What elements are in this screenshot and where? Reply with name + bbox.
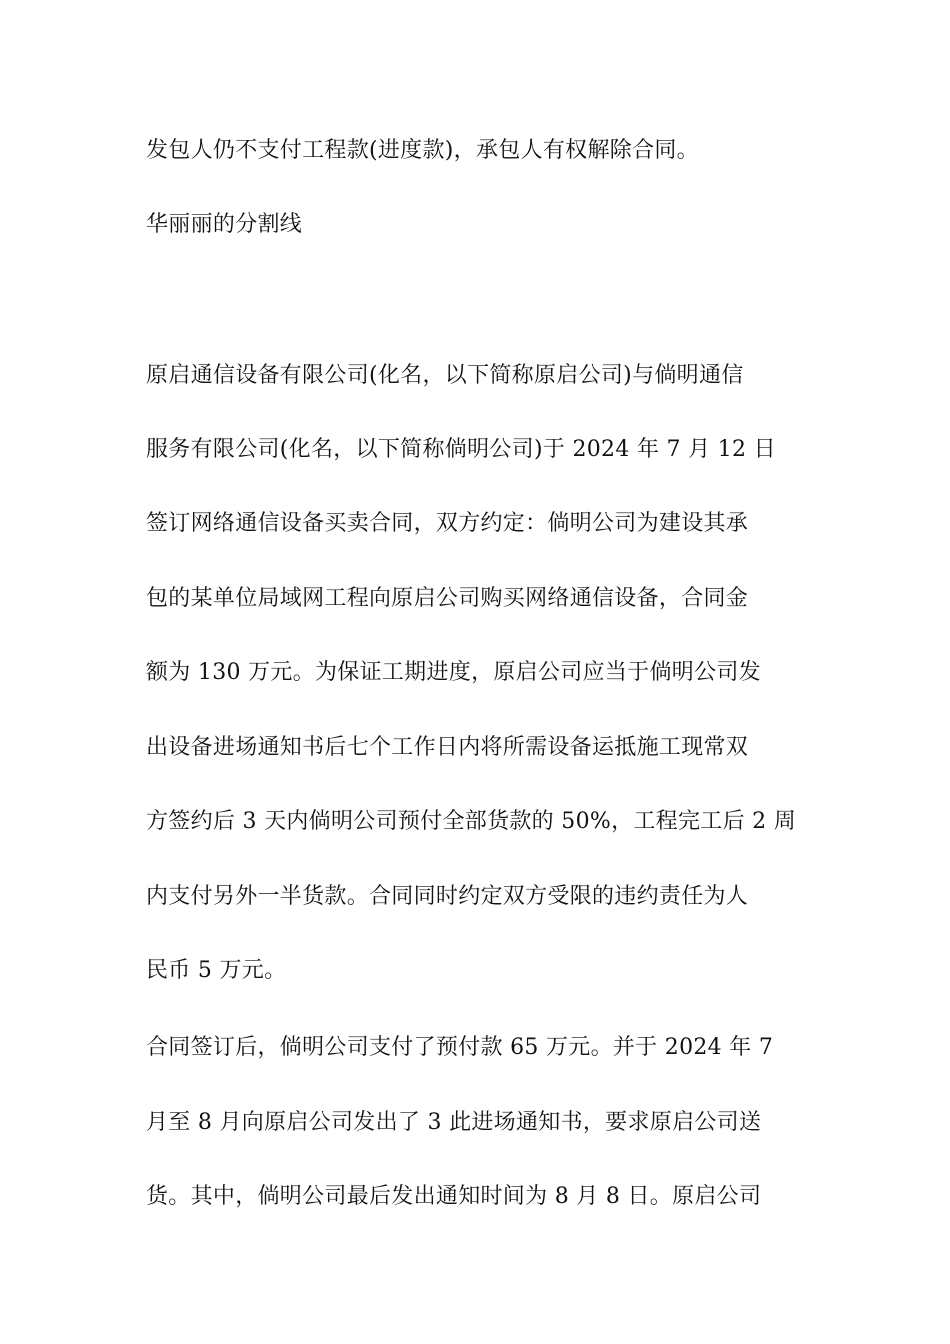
paragraph-line: 出设备进场通知书后七个工作日内将所需设备运抵施工现常双 bbox=[146, 735, 749, 760]
paragraph-line: 服务有限公司(化名，以下简称倘明公司)于 2024 年 7 月 12 日 bbox=[146, 437, 776, 462]
paragraph-line: 货。其中，倘明公司最后发出通知时间为 8 月 8 日。原启公司 bbox=[146, 1184, 762, 1209]
paragraph-line: 月至 8 月向原启公司发出了 3 此进场通知书，要求原启公司送 bbox=[146, 1110, 762, 1135]
paragraph-line: 合同签订后，倘明公司支付了预付款 65 万元。并于 2024 年 7 bbox=[146, 1035, 774, 1060]
text-line: 发包人仍不支付工程款(进度款)，承包人有权解除合同。 bbox=[146, 138, 699, 163]
paragraph-line: 包的某单位局域网工程向原启公司购买网络通信设备，合同金 bbox=[146, 586, 749, 611]
paragraph-line: 内支付另外一半货款。合同同时约定双方受限的违约责任为人 bbox=[146, 884, 749, 909]
paragraph-line: 额为 130 万元。为保证工期进度，原启公司应当于倘明公司发 bbox=[146, 660, 761, 685]
paragraph-line: 方签约后 3 天内倘明公司预付全部货款的 50%，工程完工后 2 周 bbox=[146, 809, 797, 834]
paragraph-line: 签订网络通信设备买卖合同，双方约定：倘明公司为建设其承 bbox=[146, 511, 749, 536]
divider-text: 华丽丽的分割线 bbox=[146, 212, 303, 237]
paragraph-line: 原启通信设备有限公司(化名，以下简称原启公司)与倘明通信 bbox=[146, 363, 744, 388]
paragraph-line: 民币 5 万元。 bbox=[146, 958, 287, 983]
